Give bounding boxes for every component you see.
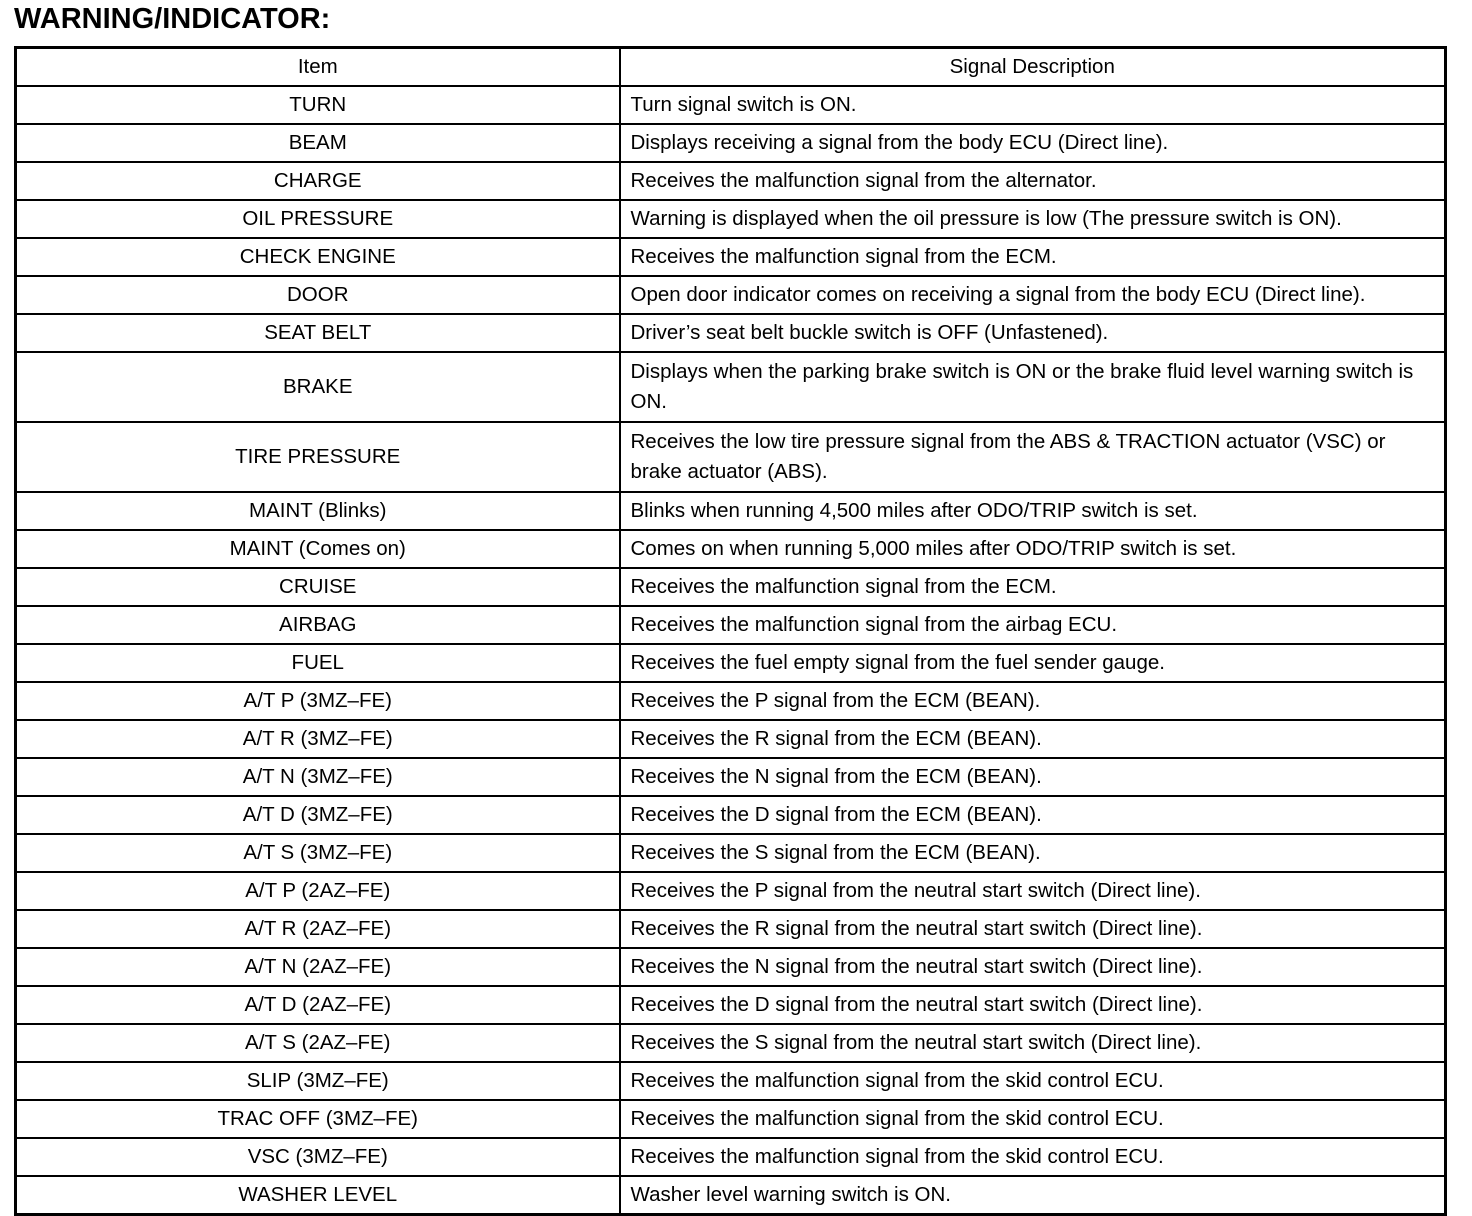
description-cell: Receives the malfunction signal from the ECM. — [620, 238, 1446, 276]
table-row — [16, 796, 1446, 834]
table-row — [16, 644, 1446, 682]
description-cell: Turn signal switch is ON. — [620, 86, 1446, 124]
description-cell: Open door indicator comes on receiving a signal from the body ECU (Direct line). — [620, 276, 1446, 314]
table-row — [16, 422, 1446, 492]
item-cell: A/T D (3MZ–FE) — [16, 796, 620, 834]
description-cell: Receives the fuel empty signal from the fuel sender gauge. — [620, 644, 1446, 682]
description-cell: Receives the malfunction signal from the skid control ECU. — [620, 1062, 1446, 1100]
description-cell: Receives the S signal from the ECM (BEAN). — [620, 834, 1446, 872]
item-cell: CHARGE — [16, 162, 620, 200]
table-row — [16, 238, 1446, 276]
item-cell: SLIP (3MZ–FE) — [16, 1062, 620, 1100]
table-row — [16, 314, 1446, 352]
table-row — [16, 948, 1446, 986]
table-row — [16, 1024, 1446, 1062]
table-row — [16, 606, 1446, 644]
description-cell: Receives the malfunction signal from the alternator. — [620, 162, 1446, 200]
description-cell: Receives the R signal from the ECM (BEAN). — [620, 720, 1446, 758]
table-row — [16, 720, 1446, 758]
description-cell: Receives the N signal from the ECM (BEAN). — [620, 758, 1446, 796]
item-cell: A/T N (2AZ–FE) — [16, 948, 620, 986]
table-row — [16, 1100, 1446, 1138]
description-cell: Driver’s seat belt buckle switch is OFF (Unfastened). — [620, 314, 1446, 352]
item-cell: MAINT (Comes on) — [16, 530, 620, 568]
table-row — [16, 530, 1446, 568]
item-cell: TRAC OFF (3MZ–FE) — [16, 1100, 620, 1138]
table-row — [16, 986, 1446, 1024]
description-cell: Displays receiving a signal from the body ECU (Direct line). — [620, 124, 1446, 162]
description-cell: Receives the low tire pressure signal from the ABS & TRACTION actuator (VSC) or brake actuator (ABS). — [620, 422, 1446, 492]
column-header-signal-description: Signal Description — [620, 48, 1446, 87]
table-row — [16, 492, 1446, 530]
table-row — [16, 276, 1446, 314]
item-cell: CRUISE — [16, 568, 620, 606]
table-row — [16, 758, 1446, 796]
description-cell: Washer level warning switch is ON. — [620, 1176, 1446, 1215]
description-cell: Blinks when running 4,500 miles after ODO/TRIP switch is set. — [620, 492, 1446, 530]
description-cell: Receives the P signal from the ECM (BEAN). — [620, 682, 1446, 720]
item-cell: A/T S (3MZ–FE) — [16, 834, 620, 872]
table-row — [16, 568, 1446, 606]
item-cell: A/T P (2AZ–FE) — [16, 872, 620, 910]
table-row — [16, 910, 1446, 948]
description-cell: Receives the malfunction signal from the skid control ECU. — [620, 1138, 1446, 1176]
description-cell: Receives the D signal from the neutral start switch (Direct line). — [620, 986, 1446, 1024]
item-cell: BEAM — [16, 124, 620, 162]
item-cell: A/T P (3MZ–FE) — [16, 682, 620, 720]
table-row — [16, 1176, 1446, 1215]
table-row — [16, 124, 1446, 162]
description-cell: Receives the malfunction signal from the airbag ECU. — [620, 606, 1446, 644]
item-cell: TURN — [16, 86, 620, 124]
page-title: WARNING/INDICATOR: — [14, 3, 331, 35]
item-cell: DOOR — [16, 276, 620, 314]
item-cell: OIL PRESSURE — [16, 200, 620, 238]
item-cell: WASHER LEVEL — [16, 1176, 620, 1215]
description-cell: Receives the malfunction signal from the ECM. — [620, 568, 1446, 606]
table-row — [16, 1138, 1446, 1176]
description-cell: Displays when the parking brake switch is ON or the brake fluid level warning switch is ON. — [620, 352, 1446, 422]
description-cell: Comes on when running 5,000 miles after ODO/TRIP switch is set. — [620, 530, 1446, 568]
item-cell: MAINT (Blinks) — [16, 492, 620, 530]
table-header-row — [16, 48, 1446, 87]
description-cell: Receives the D signal from the ECM (BEAN). — [620, 796, 1446, 834]
item-cell: FUEL — [16, 644, 620, 682]
table-row — [16, 86, 1446, 124]
item-cell: TIRE PRESSURE — [16, 422, 620, 492]
description-cell: Receives the S signal from the neutral start switch (Direct line). — [620, 1024, 1446, 1062]
table-row — [16, 200, 1446, 238]
item-cell: A/T N (3MZ–FE) — [16, 758, 620, 796]
column-header-item: Item — [16, 48, 620, 87]
description-cell: Receives the R signal from the neutral start switch (Direct line). — [620, 910, 1446, 948]
item-cell: A/T R (2AZ–FE) — [16, 910, 620, 948]
description-cell: Warning is displayed when the oil pressure is low (The pressure switch is ON). — [620, 200, 1446, 238]
table-row — [16, 872, 1446, 910]
description-cell: Receives the P signal from the neutral start switch (Direct line). — [620, 872, 1446, 910]
item-cell: A/T D (2AZ–FE) — [16, 986, 620, 1024]
table-row — [16, 352, 1446, 422]
description-cell: Receives the N signal from the neutral start switch (Direct line). — [620, 948, 1446, 986]
item-cell: CHECK ENGINE — [16, 238, 620, 276]
item-cell: A/T S (2AZ–FE) — [16, 1024, 620, 1062]
item-cell: VSC (3MZ–FE) — [16, 1138, 620, 1176]
item-cell: AIRBAG — [16, 606, 620, 644]
item-cell: SEAT BELT — [16, 314, 620, 352]
table-row — [16, 834, 1446, 872]
item-cell: BRAKE — [16, 352, 620, 422]
table-row — [16, 1062, 1446, 1100]
item-cell: A/T R (3MZ–FE) — [16, 720, 620, 758]
table-row — [16, 162, 1446, 200]
signal-table — [14, 46, 1447, 1216]
description-cell: Receives the malfunction signal from the skid control ECU. — [620, 1100, 1446, 1138]
table-row — [16, 682, 1446, 720]
